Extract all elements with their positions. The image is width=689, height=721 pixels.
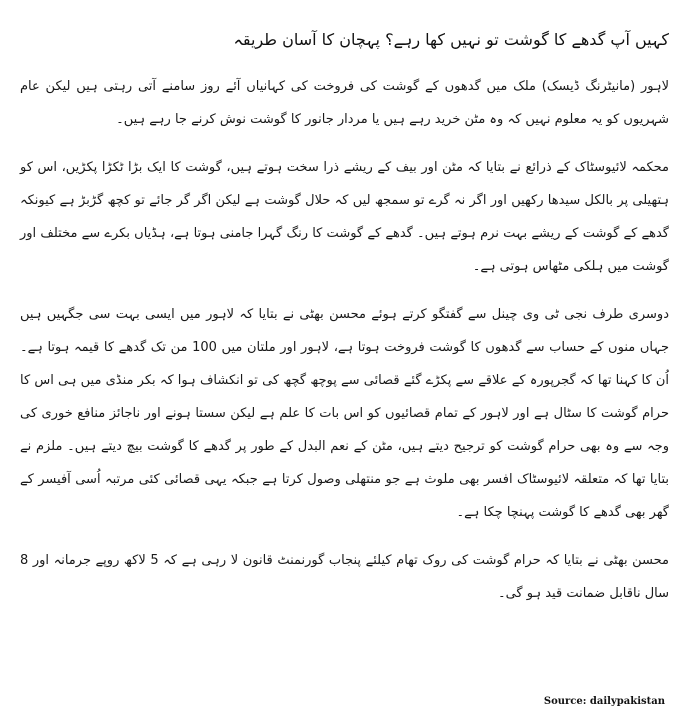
article-paragraph: محسن بھٹی نے بتایا کہ حرام گوشت کی روک تھام کیلئے پنجاب گورنمنٹ قانون لا رہی ہے کہ 5 لاکھ روپے جرمانہ اور 8 سال ناقابل ضمانت قید ہو گی۔: [20, 553, 669, 601]
source-credit: Source: dailypakistan: [543, 696, 665, 707]
article-paragraph: دوسری طرف نجی ٹی وی چینل سے گفتگو کرتے ہوئے محسن بھٹی نے بتایا کہ لاہور میں ایسی بہت سی جگہیں ہیں جہاں منوں کے حساب سے گدھوں کا گوشت فروخت ہوتا ہے، لاہور اور ملتان میں 100 من تک گدھے کا قیمہ ہوتا ہے۔ اُن کا کہنا تھا کہ گجرپورہ کے علاقے سے پکڑے گئے قصائی سے پوچھ گچھ کی تو انکشاف ہوا کہ بکر منڈی میں ہی اس کا حرام گوشت کا سٹال ہے اور لاہور کے تمام قصائیوں کو اس بات کا علم ہے لیکن سستا ہونے اور ناجائز منافع خوری کی وجہ سے وہ بھی حرام گوشت کو ترجیح دیتے ہیں، مٹن کے نعم البدل کے طور پر گدھے کا گوشت بیچ دیتے ہیں۔ ملزم نے بتایا تھا کہ متعلقہ لائیوسٹاک افسر بھی ملوث ہے جو منتھلی وصول کرتا ہے جبکہ یہی قصائی کئی مرتبہ اُسی آفیسر کے گھر بھی گدھے کا گوشت پہنچا چکا ہے۔: [20, 307, 669, 520]
article-paragraph: محکمہ لائیوسٹاک کے ذرائع نے بتایا کہ مٹن اور بیف کے ریشے ذرا سخت ہوتے ہیں، گوشت کا ایک بڑا ٹکڑا پکڑیں، اس کو ہتھیلی پر بالکل سیدھا رکھیں اور اگر نہ گرے تو سمجھ لیں کہ حلال گوشت ہے لیکن اگر گر جائے تو کچھ گڑبڑ ہے کیونکہ گدھے کے گوشت کے ریشے بہت نرم ہوتے ہیں۔ گدھے کے گوشت کا رنگ گہرا جامنی ہوتا ہے، ہڈیاں بکرے سے مختلف اور گوشت میں ہلکی مٹھاس ہوتی ہے۔: [20, 160, 669, 274]
article-paragraph: لاہور (مانیٹرنگ ڈیسک) ملک میں گدھوں کے گوشت کی فروخت کی کہانیاں آئے روز سامنے آتی رہتی ہیں لیکن عام شہریوں کو یہ معلوم نہیں کہ وہ مٹن خرید رہے ہیں یا مردار جانور کا گوشت نوش کرنے جا رہے ہیں۔: [20, 79, 669, 127]
article-headline: کہیں آپ گدھے کا گوشت تو نہیں کھا رہے؟ پہچان کا آسان طریقہ: [233, 30, 669, 49]
